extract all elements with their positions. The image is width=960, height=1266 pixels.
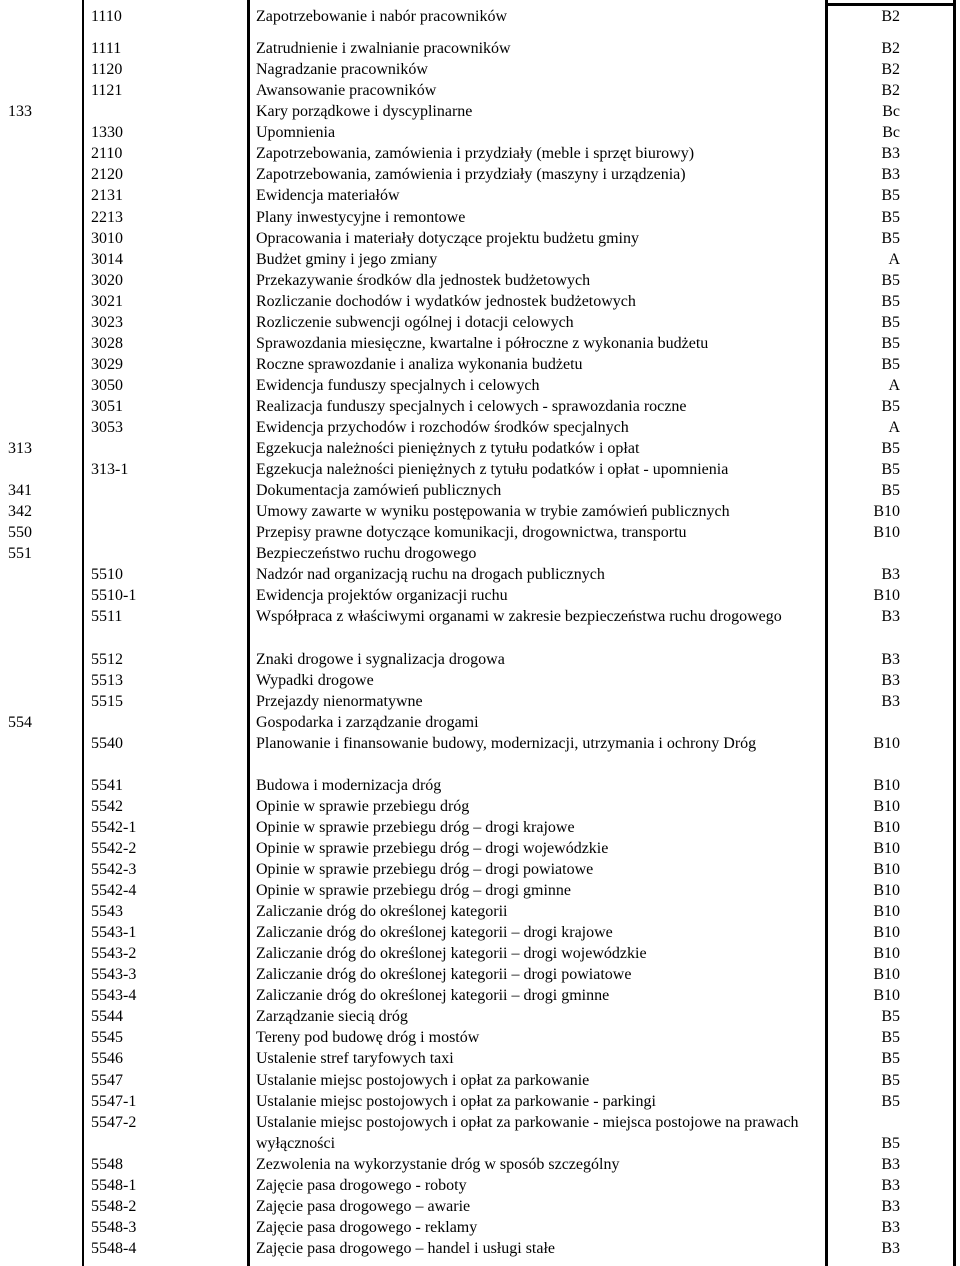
archive-category: B10 bbox=[873, 839, 900, 857]
entry-title: Realizacja funduszy specjalnych i celowych - sprawozdania roczne bbox=[256, 397, 687, 415]
archive-category: B5 bbox=[881, 355, 900, 373]
entry-title: Opracowania i materiały dotyczące projektu budżetu gminy bbox=[256, 229, 639, 247]
table-row bbox=[0, 1112, 960, 1154]
entry-title: Bezpieczeństwo ruchu drogowego bbox=[256, 545, 477, 563]
table-row bbox=[0, 207, 960, 228]
symbol-code: 5541 bbox=[91, 776, 123, 794]
table-row bbox=[0, 564, 960, 585]
archive-category: B5 bbox=[881, 271, 900, 289]
entry-title: Roczne sprawozdanie i analiza wykonania budżetu bbox=[256, 355, 583, 373]
entry-title: Zapotrzebowanie i nabór pracowników bbox=[256, 8, 508, 25]
table-row bbox=[0, 249, 960, 270]
archive-category: B10 bbox=[873, 818, 900, 836]
symbol-code: 5546 bbox=[91, 1050, 123, 1068]
table-row bbox=[0, 796, 960, 817]
table-row bbox=[0, 733, 960, 775]
symbol-code: 3020 bbox=[91, 271, 123, 289]
archive-category: B5 bbox=[881, 208, 900, 226]
symbol-code: 1330 bbox=[91, 124, 123, 142]
symbol-code: 5510-1 bbox=[91, 587, 137, 605]
symbol-code: 1111 bbox=[91, 40, 122, 57]
table-row bbox=[0, 6, 960, 27]
archive-category: B5 bbox=[881, 334, 900, 352]
table-row bbox=[0, 164, 960, 185]
entry-title: Przekazywanie środków dla jednostek budżetowych bbox=[256, 271, 591, 289]
entry-title: Ustalanie miejsc postojowych i opłat za parkowanie - parkingi bbox=[256, 1092, 656, 1110]
group-code: 313 bbox=[8, 440, 32, 457]
table-row bbox=[0, 1027, 960, 1048]
archive-category: B3 bbox=[881, 671, 900, 689]
symbol-code: 3028 bbox=[91, 334, 123, 352]
table-row bbox=[0, 859, 960, 880]
symbol-code: 3010 bbox=[91, 229, 123, 247]
archive-category: B3 bbox=[881, 1176, 900, 1194]
symbol-code: 5542-4 bbox=[91, 882, 137, 899]
table-row bbox=[0, 333, 960, 354]
archive-category: B2 bbox=[881, 8, 900, 25]
table-row bbox=[0, 59, 960, 80]
symbol-code: 1121 bbox=[91, 82, 123, 100]
archive-category: B10 bbox=[873, 903, 900, 921]
archive-category: B5 bbox=[881, 292, 900, 310]
entry-title: Zaliczanie dróg do określonej kategorii – drogi krajowe bbox=[256, 924, 613, 942]
symbol-code: 5548-4 bbox=[91, 1239, 137, 1257]
entry-title: Ustalenie stref taryfowych taxi bbox=[256, 1050, 454, 1068]
entry-title: Zapotrzebowania, zamówienia i przydziały (meble i sprzęt biurowy) bbox=[256, 145, 695, 163]
entry-title: Przepisy prawne dotyczące komunikacji, drogownictwa, transportu bbox=[256, 524, 687, 542]
entry-title: Rozliczenie subwencji ogólnej i dotacji celowych bbox=[256, 313, 574, 331]
symbol-code: 5548 bbox=[91, 1155, 123, 1173]
entry-title: Wypadki drogowe bbox=[256, 671, 374, 689]
archive-category: B10 bbox=[873, 524, 900, 542]
entry-title: Zaliczanie dróg do określonej kategorii – drogi gminne bbox=[256, 987, 610, 1005]
symbol-code: 3021 bbox=[91, 292, 123, 310]
archive-category: B3 bbox=[881, 1197, 900, 1215]
group-code: 341 bbox=[8, 482, 32, 500]
symbol-code: 5544 bbox=[91, 1008, 123, 1026]
table-row bbox=[0, 775, 960, 796]
table-row bbox=[0, 501, 960, 522]
table-row bbox=[0, 880, 960, 901]
archive-category: B5 bbox=[881, 397, 900, 415]
entry-title: Egzekucja należności pieniężnych z tytułu podatków i opłat - upomnienia bbox=[256, 461, 729, 479]
archive-category: B5 bbox=[881, 1008, 900, 1026]
symbol-code: 5542-2 bbox=[91, 839, 137, 857]
table-row bbox=[0, 1006, 960, 1027]
entry-title: Znaki drogowe i sygnalizacja drogowa bbox=[256, 650, 505, 668]
entry-title: Zajęcie pasa drogowego - roboty bbox=[256, 1176, 467, 1194]
entry-title: Umowy zawarte w wyniku postępowania w trybie zamówień publicznych bbox=[256, 503, 730, 521]
symbol-code: 5548-2 bbox=[91, 1197, 137, 1215]
entry-title: Opinie w sprawie przebiegu dróg bbox=[256, 797, 470, 815]
entry-title: Budżet gminy i jego zmiany bbox=[256, 250, 438, 268]
symbol-code: 5542-1 bbox=[91, 818, 137, 836]
table-row bbox=[0, 270, 960, 291]
table-row bbox=[0, 396, 960, 417]
archive-category: B10 bbox=[873, 587, 900, 605]
archive-category: B10 bbox=[873, 776, 900, 794]
archive-category: B10 bbox=[873, 987, 900, 1005]
symbol-code: 3053 bbox=[91, 419, 123, 436]
table-row bbox=[0, 1070, 960, 1091]
table-row bbox=[0, 480, 960, 501]
entry-title: Sprawozdania miesięczne, kwartalne i półroczne z wykonania budżetu bbox=[256, 334, 709, 352]
table-row bbox=[0, 417, 960, 438]
symbol-code: 1110 bbox=[91, 8, 122, 25]
table-row bbox=[0, 817, 960, 838]
entry-title: Zaliczanie dróg do określonej kategorii bbox=[256, 903, 508, 921]
table-row bbox=[0, 649, 960, 670]
entry-title: Rozliczanie dochodów i wydatków jednostek budżetowych bbox=[256, 292, 636, 310]
entry-title: Kary porządkowe i dyscyplinarne bbox=[256, 103, 473, 121]
table-row bbox=[0, 922, 960, 943]
table-row bbox=[0, 438, 960, 459]
entry-title: Dokumentacja zamówień publicznych bbox=[256, 482, 502, 500]
archive-category: B3 bbox=[881, 608, 900, 626]
archive-category: B5 bbox=[881, 1050, 900, 1068]
archive-category: B5 bbox=[881, 313, 900, 331]
archive-category: B10 bbox=[873, 945, 900, 963]
entry-title: Budowa i modernizacja dróg bbox=[256, 776, 442, 794]
archive-category: B5 bbox=[881, 229, 900, 247]
symbol-code: 2213 bbox=[91, 208, 123, 226]
table-row bbox=[0, 964, 960, 985]
entry-title: Opinie w sprawie przebiegu dróg – drogi krajowe bbox=[256, 818, 575, 836]
entry-title: Gospodarka i zarządzanie drogami bbox=[256, 713, 479, 731]
table-row bbox=[0, 1154, 960, 1175]
symbol-code: 5547-1 bbox=[91, 1092, 137, 1110]
archive-category: B2 bbox=[881, 82, 900, 100]
archive-category: B3 bbox=[881, 566, 900, 584]
entry-title: Upomnienia bbox=[256, 124, 336, 142]
symbol-code: 3051 bbox=[91, 397, 123, 415]
entry-title: Zaliczanie dróg do określonej kategorii – drogi wojewódzkie bbox=[256, 945, 647, 963]
entry-title: Zajęcie pasa drogowego – handel i usługi stałe bbox=[256, 1239, 556, 1257]
entry-title: Przejazdy nienormatywne bbox=[256, 692, 423, 710]
archive-category: B3 bbox=[881, 692, 900, 710]
group-code: 342 bbox=[8, 503, 32, 521]
entry-title: Egzekucja należności pieniężnych z tytułu podatków i opłat bbox=[256, 440, 640, 457]
entry-title: Opinie w sprawie przebiegu dróg – drogi powiatowe bbox=[256, 861, 594, 878]
symbol-code: 5542-3 bbox=[91, 861, 137, 878]
entry-title: Współpraca z właściwymi organami w zakresie bezpieczeństwa ruchu drogowego bbox=[256, 608, 782, 626]
entry-title: Opinie w sprawie przebiegu dróg – drogi gminne bbox=[256, 882, 572, 899]
archive-category: A bbox=[888, 376, 900, 394]
entry-title: Ewidencja projektów organizacji ruchu bbox=[256, 587, 508, 605]
table-row bbox=[0, 1238, 960, 1259]
table-row bbox=[0, 143, 960, 164]
table-row bbox=[0, 985, 960, 1006]
symbol-code: 2131 bbox=[91, 187, 123, 205]
archive-category: B5 bbox=[881, 187, 900, 205]
entry-title: Zapotrzebowania, zamówienia i przydziały (maszyny i urządzenia) bbox=[256, 166, 686, 184]
symbol-code: 5548-1 bbox=[91, 1176, 137, 1194]
entry-title: Ewidencja materiałów bbox=[256, 187, 400, 205]
entry-title: Awansowanie pracowników bbox=[256, 82, 437, 100]
symbol-code: 3023 bbox=[91, 313, 123, 331]
table-row bbox=[0, 459, 960, 480]
archive-category: B10 bbox=[873, 797, 900, 815]
archive-category: B10 bbox=[873, 882, 900, 899]
table-row bbox=[0, 122, 960, 143]
symbol-code: 5515 bbox=[91, 692, 123, 710]
entry-title: Ustalanie miejsc postojowych i opłat za parkowanie bbox=[256, 1071, 590, 1089]
entry-title: Ustalanie miejsc postojowych i opłat za parkowanie - miejsca postojowe na prawach wyłączności bbox=[256, 1113, 799, 1152]
entry-title: Zajęcie pasa drogowego – awarie bbox=[256, 1197, 471, 1215]
archive-category: B3 bbox=[881, 650, 900, 668]
archive-category: B10 bbox=[873, 966, 900, 984]
archive-category: B5 bbox=[881, 1134, 900, 1152]
symbol-code: 5543 bbox=[91, 903, 123, 921]
archive-category: A bbox=[888, 419, 900, 436]
group-code: 554 bbox=[8, 713, 32, 731]
archive-category: B3 bbox=[881, 166, 900, 184]
entry-title: Zajęcie pasa drogowego - reklamy bbox=[256, 1218, 478, 1236]
table-row bbox=[0, 101, 960, 122]
archive-category: A bbox=[888, 250, 900, 268]
entry-title: Zarządzanie siecią dróg bbox=[256, 1008, 408, 1026]
group-code: 550 bbox=[8, 524, 32, 542]
symbol-code: 5543-3 bbox=[91, 966, 137, 984]
symbol-code: 5547-2 bbox=[91, 1113, 137, 1131]
symbol-code: 5543-1 bbox=[91, 924, 137, 942]
symbol-code: 3029 bbox=[91, 355, 123, 373]
symbol-code: 5543-2 bbox=[91, 945, 137, 963]
archive-category: B2 bbox=[881, 40, 900, 57]
table-row bbox=[0, 1048, 960, 1069]
symbol-code: 3014 bbox=[91, 250, 123, 268]
entry-title: Zaliczanie dróg do określonej kategorii – drogi powiatowe bbox=[256, 966, 632, 984]
entry-title: Tereny pod budowę dróg i mostów bbox=[256, 1029, 480, 1047]
archive-category: B10 bbox=[873, 924, 900, 942]
symbol-code: 313-1 bbox=[91, 461, 129, 479]
entry-title: Zatrudnienie i zwalnianie pracowników bbox=[256, 40, 511, 57]
table-row bbox=[0, 522, 960, 543]
table-row bbox=[0, 606, 960, 648]
entry-title: Ewidencja funduszy specjalnych i celowych bbox=[256, 376, 540, 394]
archive-category: B5 bbox=[881, 1071, 900, 1089]
table-row bbox=[0, 838, 960, 859]
table-row bbox=[0, 354, 960, 375]
archive-category: Bc bbox=[882, 103, 900, 121]
symbol-code: 5548-3 bbox=[91, 1218, 137, 1236]
entry-title: Planowanie i finansowanie budowy, modernizacji, utrzymania i ochrony Dróg bbox=[256, 734, 757, 752]
table-row bbox=[0, 185, 960, 206]
symbol-code: 5547 bbox=[91, 1071, 123, 1089]
archive-category: B3 bbox=[881, 1218, 900, 1236]
symbol-code: 5540 bbox=[91, 734, 123, 752]
table-row bbox=[0, 585, 960, 606]
table-row bbox=[0, 1091, 960, 1112]
entry-title: Nadzór nad organizacją ruchu na drogach publicznych bbox=[256, 566, 605, 584]
archive-category: Bc bbox=[882, 124, 900, 142]
group-code: 133 bbox=[8, 103, 32, 121]
table-row bbox=[0, 291, 960, 312]
symbol-code: 5543-4 bbox=[91, 987, 137, 1005]
archive-category: B5 bbox=[881, 1092, 900, 1110]
symbol-code: 2120 bbox=[91, 166, 123, 184]
symbol-code: 3050 bbox=[91, 376, 123, 394]
archive-category: B10 bbox=[873, 861, 900, 878]
table-row bbox=[0, 1175, 960, 1196]
archive-category: B5 bbox=[881, 440, 900, 457]
table-row bbox=[0, 375, 960, 396]
table-row bbox=[0, 943, 960, 964]
archive-category: B5 bbox=[881, 482, 900, 500]
symbol-code: 5512 bbox=[91, 650, 123, 668]
table-row bbox=[0, 670, 960, 691]
entry-title: Ewidencja przychodów i rozchodów środków specjalnych bbox=[256, 419, 629, 436]
entry-title: Opinie w sprawie przebiegu dróg – drogi wojewódzkie bbox=[256, 839, 609, 857]
table-row bbox=[0, 228, 960, 249]
entry-title: Plany inwestycyjne i remontowe bbox=[256, 208, 466, 226]
archive-category: B10 bbox=[873, 503, 900, 521]
table-row bbox=[0, 38, 960, 59]
entry-title: Nagradzanie pracowników bbox=[256, 61, 428, 79]
symbol-code: 5513 bbox=[91, 671, 123, 689]
symbol-code: 1120 bbox=[91, 61, 123, 79]
table-row bbox=[0, 312, 960, 333]
table-row bbox=[0, 1196, 960, 1217]
table-row bbox=[0, 712, 960, 733]
symbol-code: 2110 bbox=[91, 145, 123, 163]
archive-category: B3 bbox=[881, 1155, 900, 1173]
table-row bbox=[0, 80, 960, 101]
archive-category: B5 bbox=[881, 461, 900, 479]
symbol-code: 5542 bbox=[91, 797, 123, 815]
archive-category: B3 bbox=[881, 145, 900, 163]
symbol-code: 5545 bbox=[91, 1029, 123, 1047]
entry-title: Zezwolenia na wykorzystanie dróg w sposób szczególny bbox=[256, 1155, 620, 1173]
symbol-code: 5511 bbox=[91, 608, 123, 626]
archive-category: B2 bbox=[881, 61, 900, 79]
table-row bbox=[0, 543, 960, 564]
table-row bbox=[0, 1217, 960, 1238]
archive-category: B10 bbox=[873, 734, 900, 752]
archive-category: B3 bbox=[881, 1239, 900, 1257]
table-row bbox=[0, 691, 960, 712]
table-row bbox=[0, 901, 960, 922]
group-code: 551 bbox=[8, 545, 32, 563]
archive-category: B5 bbox=[881, 1029, 900, 1047]
symbol-code: 5510 bbox=[91, 566, 123, 584]
